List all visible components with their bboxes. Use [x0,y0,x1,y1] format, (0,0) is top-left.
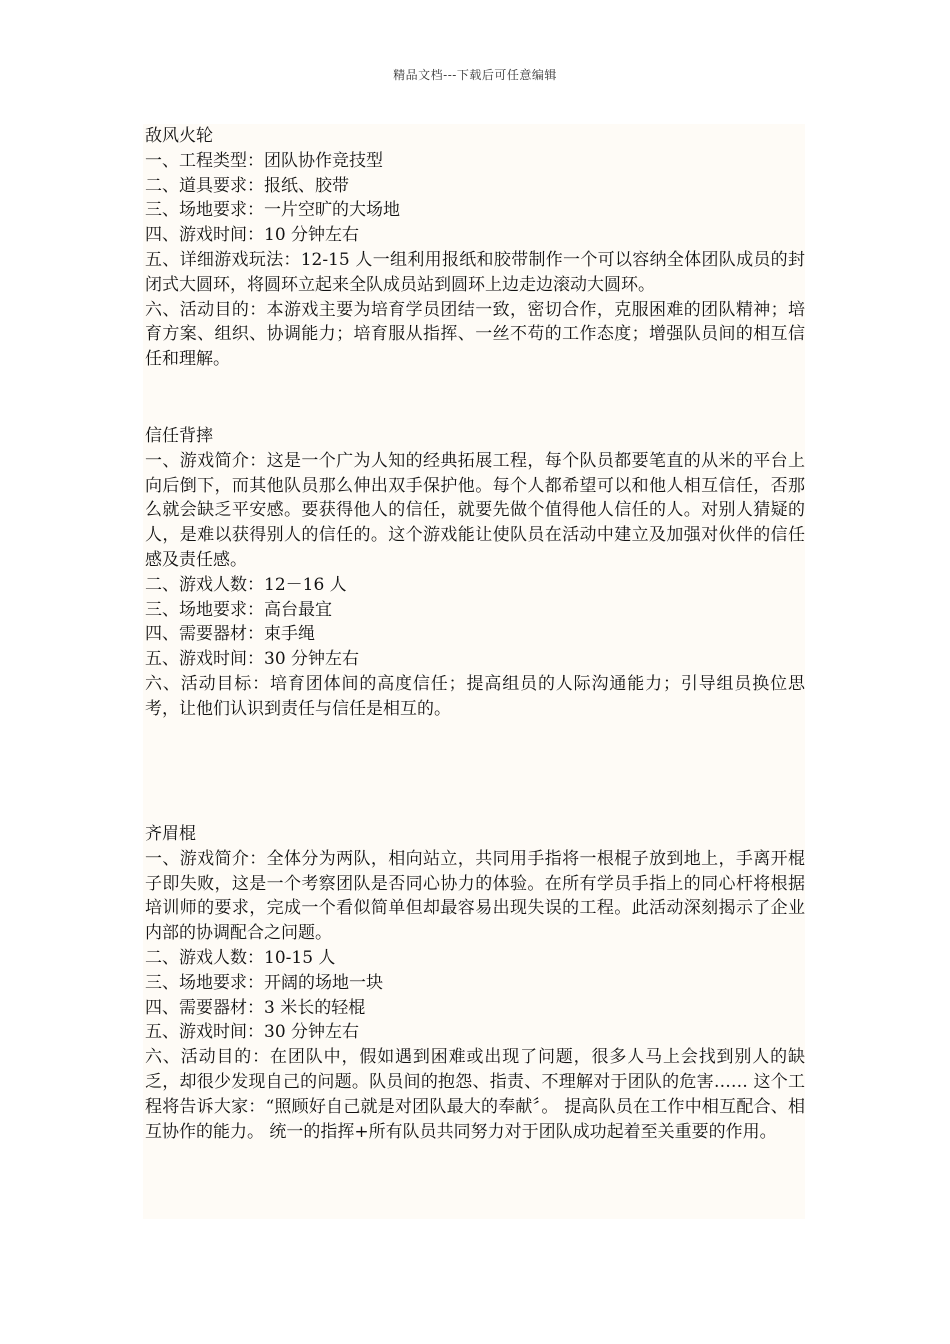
section-title: 信任背摔 [145,426,213,446]
item-venue: 三、场地要求：一片空旷的大场地 [145,200,400,221]
item-duration: 五、游戏时间：30 分钟左右 [145,1022,360,1043]
item-venue: 三、场地要求：高台最宜 [145,599,332,620]
section-fengfeng-huolun [145,124,805,372]
page-header: 精品文档---下载后可任意编辑 [393,68,557,82]
item-equipment: 四、需要器材：3 米长的轻棍 [145,997,366,1018]
item-gameplay: 五、详细游戏玩法：12-15 人一组利用报纸和胶带制作一个可以容纳全体团队成员的封闭式大圆环，将圆环立起来全队成员站到圆环上边走边滚动大圆环。 [145,249,805,295]
item-equipment: 四、需要器材：束手绳 [145,624,315,645]
item-intro: 一、游戏简介：全体分为两队，相向站立，共同用手指将一根棍子放到地上，手离开棍子即失败，这是一个考察团队是否同心协力的体验。在所有学员手指上的同心杆将根据培训师的要求，完成一个看似简单但却最容易出现失误的工程。此活动深刻揭示了企业内部的协调配合之问题。 [145,848,805,944]
section-helium-stick [145,822,805,1144]
item-props: 二、道具要求：报纸、胶带 [145,175,349,196]
section-title: 敌风火轮 [145,126,213,146]
item-intro: 一、游戏简介：这是一个广为人知的经典拓展工程，每个队员都要笔直的从米的平台上向后倒下，而其他队员那么伸出双手保护他。每个人都希望可以和他人相互信任，否那么就会缺乏平安感。要获得他人的信任，就要先做个值得他人信任的人。对别人猜疑的人，是难以获得别人的信任的。这个游戏能让使队员在活动中建立及加强对伙伴的信任感及责任感。 [145,450,805,570]
item-duration: 四、游戏时间：10 分钟左右 [145,225,360,246]
item-project-type: 一、工程类型：团队协作竞技型 [145,150,383,171]
section-trust-fall [145,424,805,722]
item-venue: 三、场地要求：开阔的场地一块 [145,972,383,993]
section-title: 齐眉棍 [145,824,196,844]
item-purpose: 六、活动目的：在团队中，假如遇到困难或出现了问题，很多人马上会找到别人的缺乏，却很少发现自己的问题。队员间的抱怨、指责、不理解对于团队的危害…… 这个工程将告诉大家：“照顾好自己就是对团队最大的奉献〞。 提高队员在工作中相互配合、相互协作的能力。 统一的指挥+所有队员共同努力对于团队成功起着至关重要的作用。 [145,1047,805,1142]
item-purpose: 六、活动目的：本游戏主要为培育学员团结一致，密切合作，克服困难的团队精神；培育方案、组织、协调能力；培育服从指挥、一丝不苟的工作态度；增强队员间的相互信任和理解。 [145,299,805,370]
item-goal: 六、活动目标：培育团体间的高度信任；提高组员的人际沟通能力；引导组员换位思考，让他们认识到责任与信任是相互的。 [145,673,805,719]
item-players: 二、游戏人数：12－16 人 [145,574,347,595]
document-body [143,124,805,1219]
item-duration: 五、游戏时间：30 分钟左右 [145,649,360,670]
item-players: 二、游戏人数：10-15 人 [145,947,336,968]
